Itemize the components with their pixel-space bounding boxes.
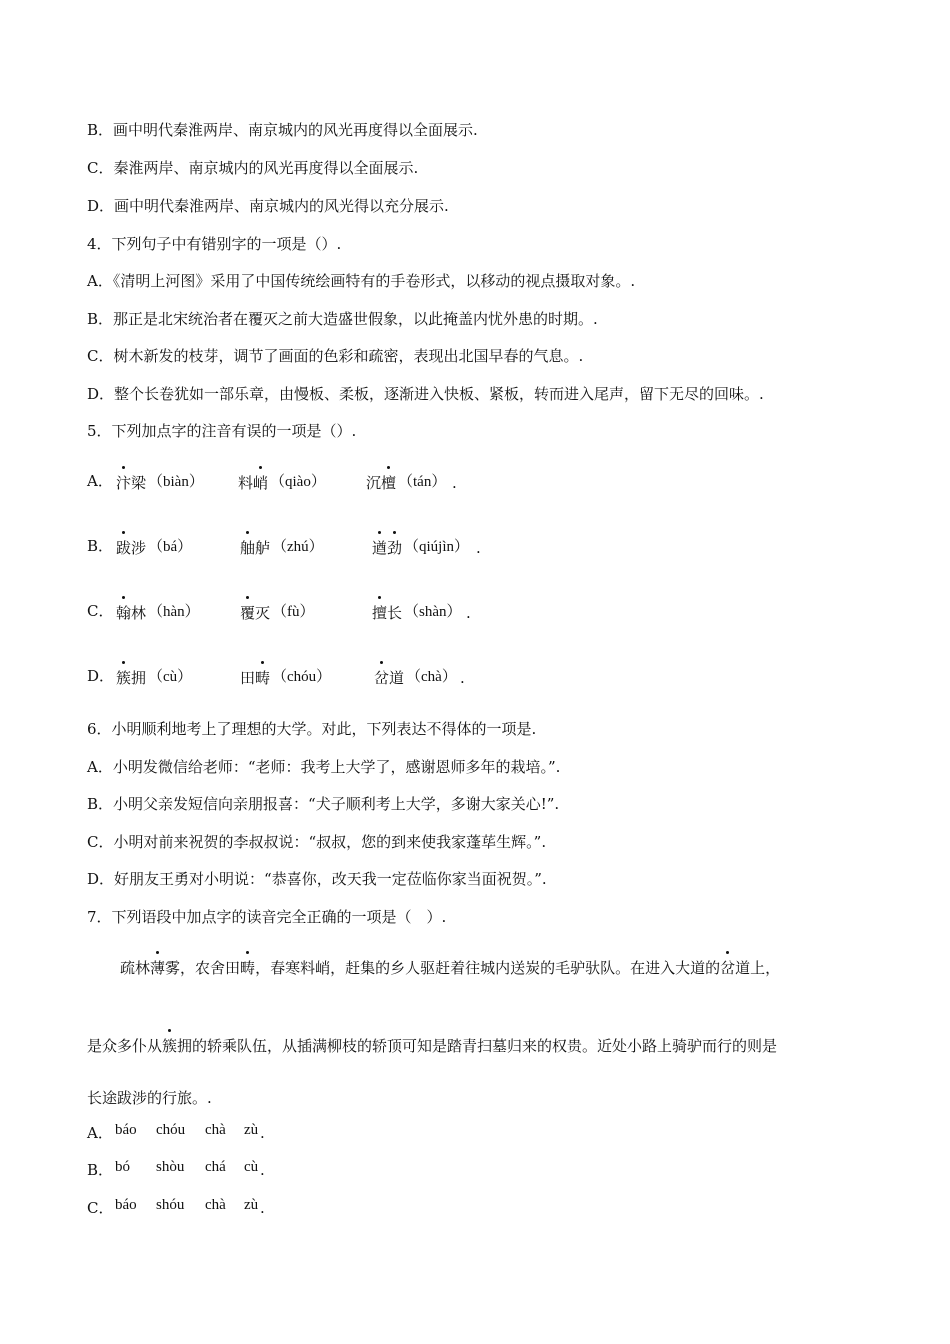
- emphasis-char: 畴: [240, 959, 256, 977]
- q3-option-b: B．画中明代秦淮两岸、南京城内的风光再度得以全面展示.: [87, 121, 478, 139]
- passage-line-1: [120, 957, 860, 978]
- passage-text: 是众多仆从: [87, 1037, 163, 1055]
- q5-pinyin-3: （chà）: [406, 669, 457, 685]
- emphasis-char: 薄: [150, 959, 166, 977]
- q5-pinyin-3: （shàn）: [404, 604, 462, 620]
- q7-pinyin-1: báo: [115, 1122, 137, 1138]
- q6-option-d: D．好朋友王勇对小明说：“恭喜你，改天我一定莅临你家当面祝贺。”.: [87, 870, 547, 888]
- q5-pinyin-3: （qiújìn）: [404, 539, 470, 555]
- emphasis-char: 峭: [253, 474, 269, 492]
- emphasis-char: 畴: [255, 669, 271, 687]
- q4-stem: 4．下列句子中有错别字的一项是（）.: [87, 235, 342, 253]
- line-end-mark: .: [466, 604, 471, 622]
- passage-text: 雾，农舍田: [165, 959, 241, 977]
- q7-pinyin-1: bó: [115, 1159, 130, 1175]
- q5-word-1: 簇拥: [116, 669, 147, 687]
- q5-pinyin-2: （fù）: [272, 604, 315, 620]
- emphasis-char: 覆: [240, 604, 256, 622]
- q5-pinyin-2: （zhú）: [272, 539, 324, 555]
- q5-pinyin-1: （cù）: [148, 669, 193, 685]
- q5-pinyin-1: （biàn）: [148, 474, 204, 490]
- emphasis-char: 跋: [116, 539, 132, 557]
- q7-pinyin-4: zù: [244, 1122, 259, 1138]
- q7-option-label: A．: [87, 1124, 113, 1142]
- q5-option-label: B．: [87, 537, 114, 555]
- q7-pinyin-3: chà: [205, 1197, 226, 1213]
- q7-pinyin-4: zù: [244, 1197, 259, 1213]
- q6-option-a: A．小明发微信给老师：“老师：我考上大学了，感谢恩师多年的栽培。”.: [87, 758, 561, 776]
- q7-pinyin-2: chóu: [156, 1122, 186, 1138]
- q5-word-3: 岔道: [374, 669, 405, 687]
- q6-stem: 6．小明顺利地考上了理想的大学。对此，下列表达不得体的一项是.: [87, 720, 537, 738]
- q5-pinyin-3: （tán）: [398, 474, 447, 490]
- q5-word-2: 舳舻: [240, 539, 271, 557]
- q5-word-1: 翰林: [116, 604, 147, 622]
- q4-option-a: A．《清明上河图》采用了中国传统绘画特有的手卷形式，以移动的视点摄取对象。.: [87, 272, 636, 290]
- passage-text: 疏林: [120, 959, 151, 977]
- q7-pinyin-2: shóu: [156, 1197, 185, 1213]
- emphasis-char: 簇: [162, 1037, 178, 1055]
- passage-text: ，春寒料峭，赶集的乡人驱赶着往城内送炭的毛驴驮队。在进入大道的: [255, 959, 721, 977]
- line-end-mark: .: [260, 1199, 265, 1217]
- emphasis-char: 簇: [116, 669, 132, 687]
- q4-option-b: B．那正是北宋统治者在覆灭之前大造盛世假象，以此掩盖内忧外患的时期。.: [87, 310, 598, 328]
- q3-option-c: C．秦淮两岸、南京城内的风光再度得以全面展示.: [87, 159, 419, 177]
- q5-pinyin-2: （chóu）: [272, 669, 332, 685]
- q7-pinyin-3: chà: [205, 1122, 226, 1138]
- line-end-mark: .: [476, 539, 481, 557]
- emphasis-char: 擅: [372, 604, 388, 622]
- q6-option-b: B．小明父亲发短信向亲朋报喜：“犬子顺利考上大学，多谢大家关心!”.: [87, 795, 560, 813]
- q5-word-1: 跋涉: [116, 539, 147, 557]
- q5-word-2: 料峭: [238, 474, 269, 492]
- passage-text: 道上，: [735, 959, 781, 977]
- emphasis-char: 劲: [387, 539, 403, 557]
- q5-word-1: 汴梁: [116, 474, 147, 492]
- line-end-mark: .: [460, 669, 465, 687]
- emphasis-char: 岔: [720, 959, 736, 977]
- emphasis-char: 翰: [116, 604, 132, 622]
- q5-stem: 5．下列加点字的注音有误的一项是（）.: [87, 422, 357, 440]
- q5-pinyin-1: （bá）: [148, 539, 193, 555]
- q7-pinyin-1: báo: [115, 1197, 137, 1213]
- passage-text: 拥的轿乘队伍，从插满柳枝的轿顶可知是踏青扫墓归来的权贵。近处小路上骑驴而行的则是: [177, 1037, 778, 1055]
- emphasis-char: 岔: [374, 669, 390, 687]
- q7-option-label: B．: [87, 1161, 114, 1179]
- q6-option-c: C．小明对前来祝贺的李叔叔说：“叔叔，您的到来使我家蓬荜生辉。”.: [87, 833, 547, 851]
- q4-option-d: D．整个长卷犹如一部乐章，由慢板、柔板，逐渐进入快板、紧板，转而进入尾声，留下无尽的回味。.: [87, 385, 764, 403]
- q5-word-3: [372, 537, 402, 558]
- q5-option-label: C．: [87, 602, 114, 620]
- q5-option-label: D．: [87, 667, 115, 685]
- q3-option-d: D．画中明代秦淮两岸、南京城内的风光得以充分展示.: [87, 197, 449, 215]
- q5-word-3: 擅长: [372, 604, 403, 622]
- q5-option-label: A．: [87, 472, 113, 490]
- q4-option-c: C．树木新发的枝芽，调节了画面的色彩和疏密，表现出北国早春的气息。.: [87, 347, 584, 365]
- q7-pinyin-4: cù: [244, 1159, 259, 1175]
- line-end-mark: .: [260, 1124, 265, 1142]
- q5-pinyin-1: （hàn）: [148, 604, 200, 620]
- q5-word-3: 沉檀: [366, 474, 397, 492]
- emphasis-char: 遒: [372, 539, 388, 557]
- q5-pinyin-2: （qiào）: [270, 474, 326, 490]
- emphasis-char: 舳: [240, 539, 256, 557]
- q7-pinyin-3: chá: [205, 1159, 226, 1175]
- emphasis-char: 檀: [381, 474, 397, 492]
- line-end-mark: .: [452, 474, 457, 492]
- passage-line-2: [87, 1035, 860, 1056]
- q5-word-2: 田畴: [240, 669, 271, 687]
- q7-pinyin-2: shòu: [156, 1159, 185, 1175]
- q7-stem: 7．下列语段中加点字的读音完全正确的一项是（ ）.: [87, 908, 447, 926]
- q5-word-2: 覆灭: [240, 604, 271, 622]
- line-end-mark: .: [260, 1161, 265, 1179]
- q7-option-label: C．: [87, 1199, 114, 1217]
- emphasis-char: 汴: [116, 474, 132, 492]
- passage-line-3: 长途跋涉的行旅。.: [87, 1089, 212, 1107]
